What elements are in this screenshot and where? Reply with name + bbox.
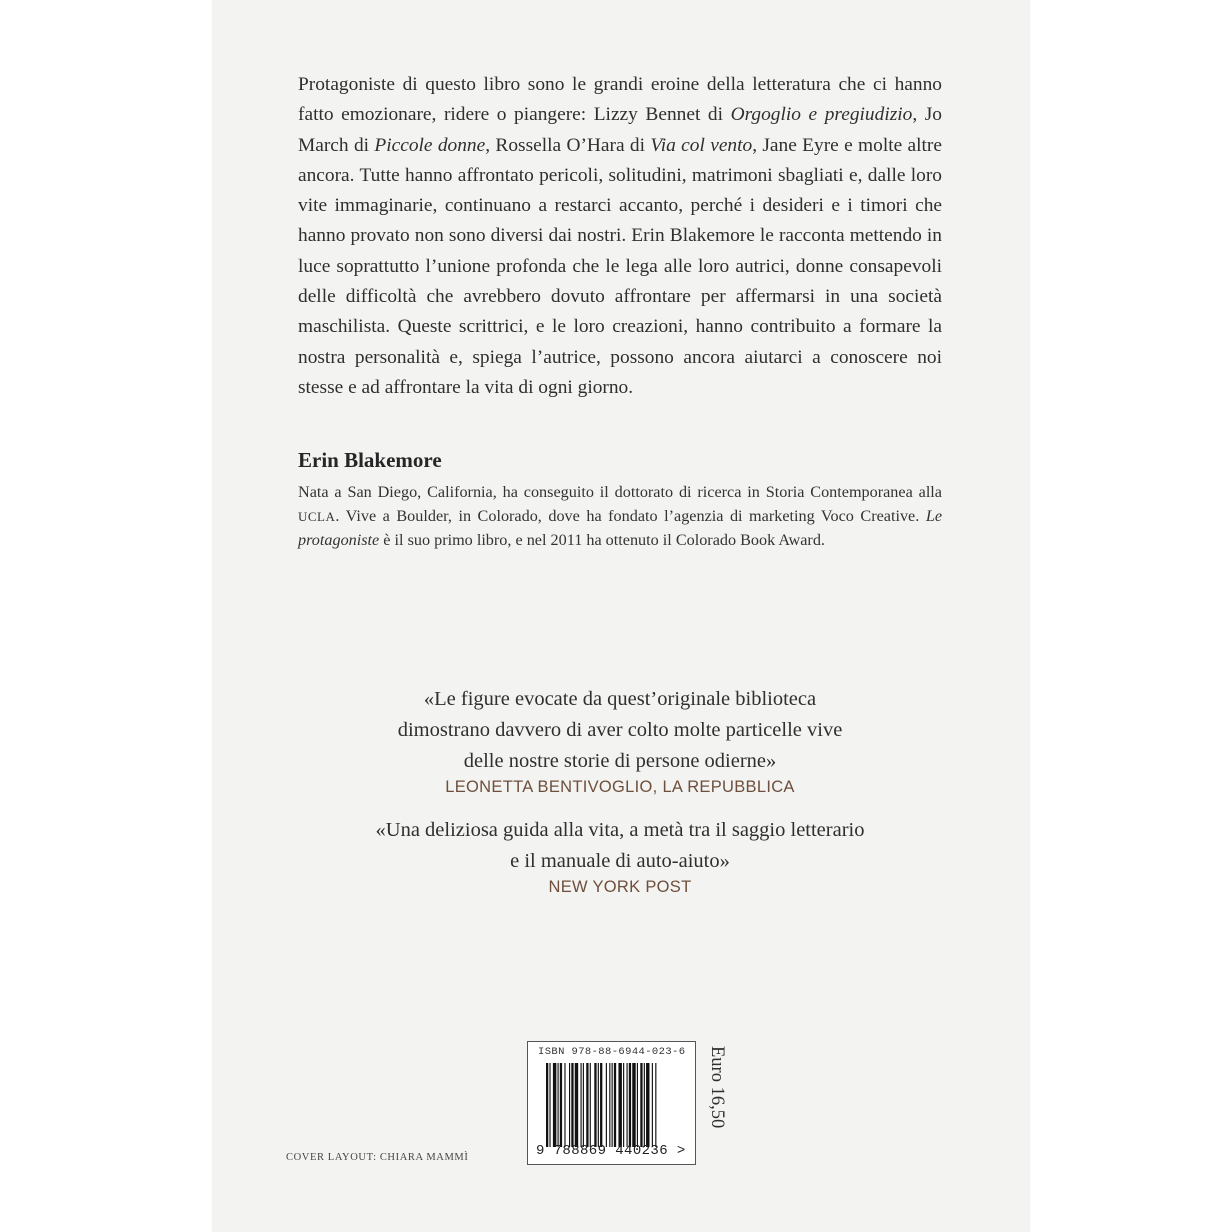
- barcode-bar: [600, 1063, 602, 1147]
- author-bio-book-title: Le protagoniste: [298, 506, 942, 549]
- barcode-bar: [549, 1063, 550, 1147]
- barcode-bar: [632, 1063, 635, 1147]
- review-quote-ny-post: [298, 815, 942, 897]
- barcode-bar: [627, 1063, 628, 1147]
- barcode-bar: [612, 1063, 613, 1147]
- barcode-bar: [571, 1063, 573, 1147]
- blurb-text-2: , Jo March di: [298, 104, 943, 156]
- author-bio-text-1: Nata a San Diego, California, ha conseguito il dottorato di ricerca in Storia Contemporanea alla: [298, 483, 942, 501]
- blurb-text-4: , Jane Eyre e molte altre ancora. Tutte hanno affrontato pericoli, solitudini, matrimoni sbagliati e, dalle loro vite immaginarie, continuano a restarci accanto, perché i desideri e i timori che hanno provato non sono diversi dai nostri. Erin Blakemore le racconta mettendo in luce soprattutto l’unione profonda che le lega alle loro autrici, donne consapevoli delle difficoltà che avrebbero dovuto affrontare per affermarsi in una società maschilista. Queste scrittrici, e le loro creazioni, hanno contribuito a formare la nostra personalità e, spiega l’autrice, possono ancora aiutarci a conoscere noi stesse e ad affrontare la vita di ogni giorno.: [298, 134, 942, 398]
- quote-line: e il manuale di auto-aiuto»: [510, 850, 730, 872]
- barcode-bar: [553, 1063, 556, 1147]
- barcode-bar: [623, 1063, 624, 1147]
- author-bio-text-2: . Vive a Boulder, in Colorado, dove ha fondato l’agenzia di marketing Voco Creative.: [335, 506, 926, 525]
- blurb-title-via-col-vento: Via col vento: [650, 134, 753, 156]
- quote-line: «Le figure evocate da quest’originale biblioteca: [423, 688, 817, 710]
- quote-text: [298, 815, 942, 877]
- quote-line: dimostrano davvero di aver colto molte particelle vive: [397, 719, 843, 741]
- author-bio: [298, 481, 942, 552]
- blurb-title-piccole-donne: Piccole donne: [374, 134, 486, 156]
- barcode-box: [527, 1041, 696, 1165]
- barcode-bar: [644, 1063, 645, 1147]
- author-bio-text-3: è il suo primo libro, e nel 2011 ha ottenuto il Colorado Book Award.: [379, 530, 825, 549]
- barcode-bar: [609, 1063, 610, 1147]
- ean-number: 9 788869 440236 >: [536, 1143, 686, 1159]
- quote-source: LEONETTA BENTIVOGLIO, LA REPUBBLICA: [445, 778, 795, 796]
- barcode-bar: [560, 1063, 562, 1147]
- barcode-bar: [569, 1063, 570, 1147]
- blurb-paragraph: [298, 70, 942, 403]
- blurb-title-orgoglio: Orgoglio e pregiudizio: [730, 104, 913, 126]
- blurb-text-1: Protagoniste di questo libro sono le grandi eroine della letteratura che ci hanno fatto emozionare, ridere o piangere: Lizzy Bennet di: [298, 74, 942, 126]
- barcode-bar: [652, 1063, 653, 1147]
- barcode-bar: [546, 1063, 548, 1147]
- barcode-bar: [640, 1063, 642, 1147]
- cover-layout-credit: COVER LAYOUT: CHIARA MAMMÌ: [286, 1152, 469, 1163]
- author-bio-ucla: UCLA: [298, 508, 336, 524]
- barcode-bar: [606, 1063, 607, 1147]
- barcode-bar: [590, 1063, 591, 1147]
- barcode-bar: [629, 1063, 631, 1147]
- review-quote-repubblica: [298, 684, 942, 797]
- author-name: Erin Blakemore: [298, 448, 442, 472]
- barcode-bar: [598, 1063, 599, 1147]
- quote-line: «Una deliziosa guida alla vita, a metà tra il saggio letterario: [375, 819, 865, 841]
- barcode-bar: [637, 1063, 638, 1147]
- barcode-bar: [646, 1063, 649, 1147]
- barcode-bar: [575, 1063, 578, 1147]
- price-label: Euro 16,50: [707, 1046, 727, 1129]
- barcode-bar: [618, 1063, 621, 1147]
- quote-line: delle nostre storie di persone odierne»: [463, 750, 777, 772]
- barcode-bar: [655, 1063, 656, 1147]
- isbn-number: ISBN 978-88-6944-023-6: [538, 1046, 686, 1058]
- barcode-bar: [614, 1063, 616, 1147]
- quote-source: NEW YORK POST: [548, 878, 692, 896]
- barcode-bar: [583, 1063, 584, 1147]
- barcode-icon: [546, 1063, 688, 1147]
- barcode-bar: [594, 1063, 596, 1147]
- blurb-text-3: , Rossella O’Hara di: [485, 134, 651, 156]
- barcode-bar: [558, 1063, 559, 1147]
- quote-text: [298, 684, 942, 777]
- barcode-bar: [586, 1063, 588, 1147]
- barcode-bar: [564, 1063, 565, 1147]
- barcode-bar: [581, 1063, 582, 1147]
